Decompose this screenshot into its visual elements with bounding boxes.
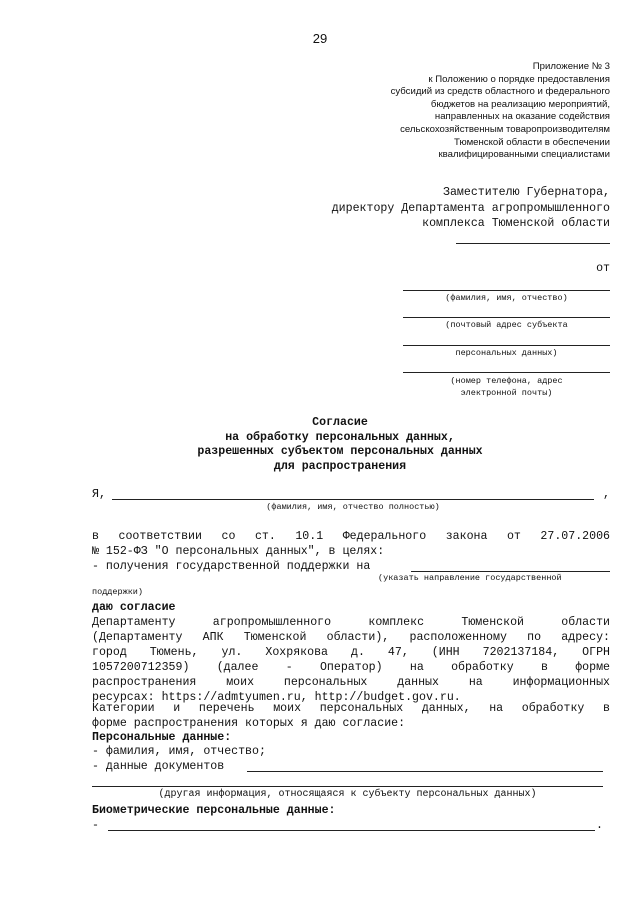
annex-line: к Положению о порядке предоставления	[428, 73, 610, 85]
item-fio: - фамилия, имя, отчество;	[92, 745, 266, 758]
categories-paragraph	[92, 701, 610, 731]
annex-line: Приложение № 3	[532, 61, 610, 72]
title-line: для распространения	[273, 459, 407, 473]
sender-address-line[interactable]	[403, 317, 610, 318]
addressee-line: директору Департамента агропромышленного	[331, 201, 610, 215]
ya-comma: ,	[603, 488, 610, 501]
full-name-hint: (фамилия, имя, отчество полностью)	[266, 502, 440, 512]
biometric-period: .	[596, 819, 603, 832]
purpose-hint-2: поддержки)	[92, 587, 144, 597]
consent-line: 1057200712359) (далее - Оператор) на обработку в форме	[92, 661, 610, 674]
annex-line: субсидий из средств областного и федерального	[390, 86, 610, 98]
ya-label: Я,	[92, 488, 106, 501]
sender-address-line-2[interactable]	[403, 345, 610, 346]
title-line: на обработку персональных данных,	[225, 430, 455, 444]
page-number: 29	[312, 31, 328, 46]
annex-line: бюджетов на реализацию мероприятий,	[430, 98, 610, 110]
sender-phone-hint-line: электронной почты)	[460, 388, 553, 398]
annex-line: квалифицированными специалистами	[438, 149, 610, 161]
biometric-label: Биометрические персональные данные:	[92, 804, 336, 817]
consent-label: даю согласие	[92, 601, 176, 614]
full-name-line[interactable]	[112, 499, 594, 500]
other-info-hint: (другая информация, относящаяся к субъекту персональных данных)	[158, 789, 537, 800]
sender-phone-hint	[403, 375, 610, 399]
addressee-block	[240, 185, 610, 232]
biometric-dash: -	[92, 819, 99, 832]
categories-line: форме распространения которых я даю согласие:	[92, 717, 406, 730]
law-line-2: № 152-ФЗ "О персональных данных", в целях:	[92, 545, 385, 558]
sender-name-hint: (фамилия, имя, отчество)	[445, 293, 568, 303]
from-label: от	[596, 262, 610, 275]
consent-line: Департаменту агропромышленного комплекс Тюменской области	[92, 616, 610, 629]
personal-data-label: Персональные данные:	[92, 731, 232, 744]
docs-line[interactable]	[247, 771, 603, 772]
sender-name-line[interactable]	[403, 290, 610, 291]
annex-line: сельскохозяйственным товаропроизводителям	[400, 123, 610, 135]
sender-phone-hint-line: (номер телефона, адрес	[450, 376, 563, 386]
title-line: Согласие	[312, 416, 368, 429]
title-line: разрешенных субъектом персональных данных	[197, 445, 483, 458]
other-info-line[interactable]	[92, 786, 603, 787]
addressee-line: Заместителю Губернатора,	[443, 186, 610, 199]
item-docs: - данные документов	[92, 760, 225, 773]
addressee-blank-line[interactable]	[456, 243, 610, 244]
consent-line: (Департаменту АПК Тюменской области), расположенному по адресу:	[92, 631, 610, 644]
annex-line: направленных на оказание содействия	[434, 111, 610, 123]
annex-line: Тюменской области в обеспечении	[454, 136, 610, 148]
sender-phone-line[interactable]	[403, 372, 610, 373]
purpose-label: - получения государственной поддержки на	[92, 560, 371, 573]
consent-line: распространения моих персональных данных на информационных	[92, 676, 610, 689]
consent-line: город Тюмень, ул. Хохрякова д. 47, (ИНН 7202137184, ОГРН	[92, 646, 610, 659]
document-title	[140, 416, 540, 474]
law-line-1: в соответствии со ст. 10.1 Федерального закона от 27.07.2006	[92, 530, 610, 543]
consent-paragraph	[92, 615, 610, 705]
categories-line: Категории и перечень моих персональных данных, на обработку в	[92, 702, 610, 715]
biometric-line[interactable]	[108, 830, 595, 831]
addressee-line: комплекса Тюменской области	[422, 217, 610, 230]
consent-line: ресурсах: https://admtyumen.ru, http://budget.gov.ru.	[92, 691, 461, 704]
annex-block	[300, 61, 610, 162]
purpose-hint: (указать направление государственной	[378, 573, 562, 583]
sender-address-hint: (почтовый адрес субъекта	[445, 320, 568, 330]
sender-address-hint-2: персональных данных)	[455, 348, 558, 358]
purpose-line[interactable]	[411, 571, 610, 572]
